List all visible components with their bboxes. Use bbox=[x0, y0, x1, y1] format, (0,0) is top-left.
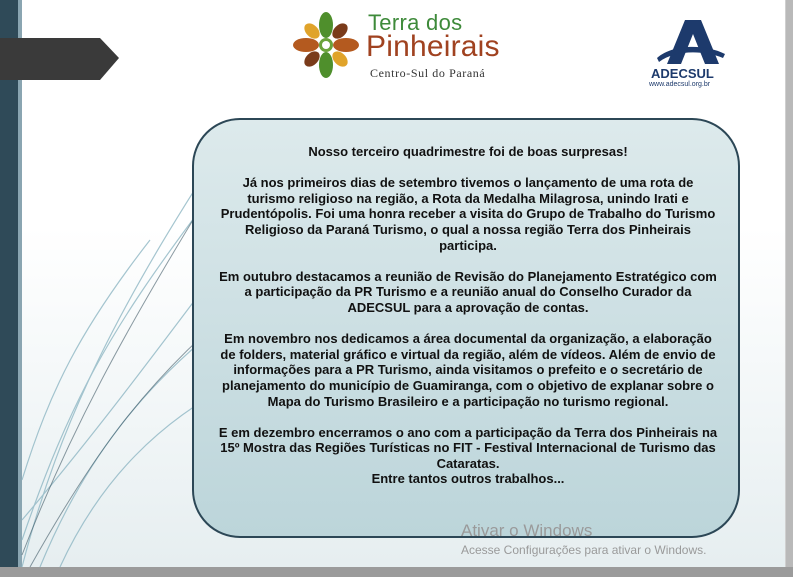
adecsul-a-icon bbox=[643, 14, 735, 68]
arrow-shape-icon bbox=[0, 0, 120, 110]
watermark-title: Ativar o Windows bbox=[461, 521, 593, 540]
adecsul-url: www.adecsul.org.br bbox=[649, 81, 711, 88]
logo-line-1: Terra dos bbox=[368, 10, 463, 35]
windows-activation-watermark bbox=[461, 521, 706, 557]
terra-dos-pinheirais-logo bbox=[286, 6, 536, 84]
watermark-subtitle: Acesse Configurações para ativar o Windows. bbox=[461, 543, 707, 557]
paragraph-september: Já nos primeiros dias de setembro tivemos o lançamento de uma rota de turismo religioso na região, a Rota da Medalha Milagrosa, unindo Irati e Prudentópolis. Foi uma honra receber a visita do Grupo de Trabalho do Turismo Religioso da Paraná Turismo, o qual a nossa região Terra dos Pinheirais participa. bbox=[220, 175, 716, 253]
logo-line-3: Centro-Sul do Paraná bbox=[370, 66, 486, 80]
paragraph-october: Em outubro destacamos a reunião de Revisão do Planejamento Estratégico com a participação da PR Turismo e a reunião anual do Conselho Curador da ADECSUL para a aprovação de contas. bbox=[219, 268, 717, 315]
closing-line: Entre tantos outros trabalhos... bbox=[371, 471, 565, 487]
content-box bbox=[192, 118, 740, 538]
paragraph-december: E em dezembro encerramos o ano com a participação da Terra dos Pinheirais na 15º Mostra das Regiões Turísticas no FIT - Festival Internacional de Turismo das Cataratas. bbox=[218, 424, 718, 471]
adecsul-logo bbox=[643, 14, 735, 90]
bottom-strip bbox=[0, 567, 793, 577]
content-heading: Nosso terceiro quadrimestre foi de boas surpresas! bbox=[308, 144, 628, 159]
logo-line-2: Pinheirais bbox=[366, 30, 500, 63]
paragraph-november: Em novembro nos dedicamos a área documental da organização, a elaboração de folders, material gráfico e virtual da região, além de vídeos. Além de envio de informações para a PR Turismo, ainda visitamos o prefeito e o secretário de planejamento do município de Guamiranga, com o objetivo de explanar sobre o Mapa do Turismo Brasileiro e a participação no turismo regional. bbox=[220, 331, 716, 409]
content-text bbox=[218, 144, 718, 487]
adecsul-name: ADECSUL bbox=[651, 66, 714, 81]
pinheirais-flower-icon bbox=[286, 6, 366, 84]
